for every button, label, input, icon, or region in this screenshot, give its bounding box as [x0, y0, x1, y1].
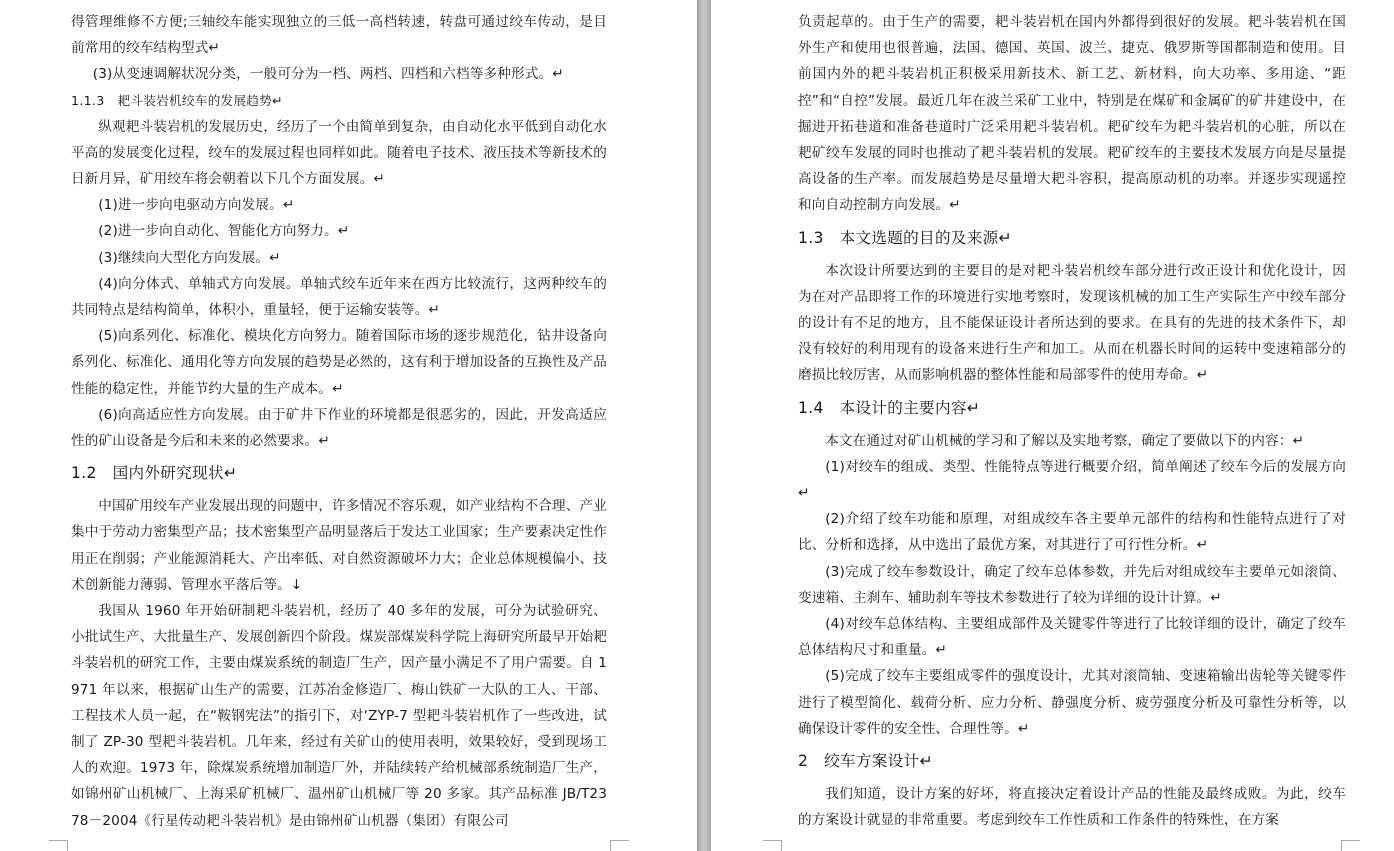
- heading-1-1-3: 1.1.3 耙斗装岩机绞车的发展趋势↵: [71, 92, 284, 108]
- heading-1-4: 1.4 本设计的主要内容↵: [798, 398, 981, 417]
- paragraph: 得管理维修不方便;三轴绞车能实现独立的三低一高档转速，转盘可通过绞车传动，是目前常用的绞车结构型式↵: [71, 14, 607, 57]
- page-content: [71, 9, 607, 834]
- heading-1-2: 1.2 国内外研究现状↵: [71, 464, 238, 483]
- paragraph: 本次设计所要达到的主要目的是对耙斗装岩机绞车部分进行改正设计和优化设计，因为在对产品即将工作的环境进行实地考察时，发现该机械的加工生产实际生产中绞车部分的设计有不足的地方，且不能保证设计者所达到的要求。在具有的先进的技术条件下，却没有较好的利用现有的设备来进行生产和加工。从而在机器长时间的运转中变速箱部分的磨损比较厉害，从而影响机器的整体性能和局部零件的使用寿命。↵: [798, 262, 1346, 384]
- paragraph: 纵观耙斗装岩机的发展历史，经历了一个由简单到复杂，由自动化水平低到自动化水平高的发展变化过程，绞车的发展过程也同样如此。随着电子技术、液压技术等新技术的日新月异，矿用绞车将会朝着以下几个方面发展。↵: [71, 118, 608, 188]
- page-gutter: [697, 0, 711, 851]
- list-item: (1)对绞车的组成、类型、性能特点等进行概要介绍，简单阐述了绞车今后的发展方向↵: [798, 458, 1346, 502]
- crop-mark: [49, 840, 68, 851]
- crop-mark: [763, 840, 782, 851]
- paragraph: 我们知道，设计方案的好坏，将直接决定着设计产品的性能及最终成败。为此，绞车的方案设计就显的非常重要。考虑到绞车工作性质和工作条件的特殊性，在方案: [798, 786, 1346, 829]
- paragraph: 负责起草的。由于生产的需要，耙斗装岩机在国内外都得到很好的发展。耙斗装岩机在国外生产和使用也很普遍，法国、德国、英国、波兰、捷克、俄罗斯等国都制造和使用。目前国内外的耙斗装岩机正积极采用新技术、新工艺、新材料，向大功率、多用途、“距控”和“自控”发展。最近几年在波兰采矿工业中，特别是在煤矿和金属矿的矿井建设中，在掘进开拓巷道和准备巷道时广泛采用耙斗装岩机。耙矿绞车为耙斗装岩机的心脏，所以在耙矿绞车发展的同时也推动了耙斗装岩机的发展。耙矿绞车的主要技术发展方向是尽量提高设备的生产率。而发展趋势是尽量增大耙斗容积，提高原动机的功率。并逐步实现遥控和向自动控制方向发展。↵: [798, 14, 1346, 214]
- heading-1-3: 1.3 本文选题的目的及来源↵: [798, 228, 1012, 247]
- list-item: (3)从变速调解状况分类，一般可分为一档、两档、四档和六档等多种形式。↵: [92, 66, 564, 83]
- list-item: (2)进一步向自动化、智能化方向努力。↵: [98, 223, 350, 240]
- crop-mark: [1341, 840, 1360, 851]
- paragraph: 我国从 1960 年开始研制耙斗装岩机，经历了 40 多年的发展，可分为试验研究、小批试生产、大批量生产、发展创新四个阶段。煤炭部煤炭科学院上海研究所最早开始耙斗装岩机的研究工作，主要由煤炭系统的制造厂生产，因产量小满足不了用户需要。自 1971 年以来，根据矿山生产的需要，江苏冶金修造厂、梅山铁矿一大队的工人、干部、工程技术人员一起，在“鞍钢宪法”的指引下，对‘ZYP-7 型耙斗装岩机作了一些改进，试制了 ZP-30 型耙斗装岩机。几年来，经过有关矿山的使用表明，效果较好，受到现场工人的欢迎。1973 年，除煤炭系统增加制造厂外，并陆续转产给机械部系统制造厂生产，如锦州矿山机械厂、上海采矿机械厂、温州矿山机械厂等 20 多家。其产品标准 JB/T2378－2004《行星传动耙斗装岩机》是由锦州矿山机器（集团）有限公司: [71, 603, 608, 829]
- list-item: (3)继续向大型化方向发展。↵: [98, 249, 281, 266]
- list-item: (3)完成了绞车参数设计，确定了绞车总体参数，并先后对组成绞车主要单元如滚筒、变速箱、主刹车、辅助刹车等技术参数进行了较为详细的设计计算。↵: [798, 563, 1346, 606]
- list-item: (2)介绍了绞车功能和原理，对组成绞车各主要单元部件的结构和性能特点进行了对比、分析和选择，从中选出了最优方案，对其进行了可行性分析。↵: [798, 511, 1346, 554]
- list-item: (5)完成了绞车主要组成零件的强度设计，尤其对滚筒轴、变速箱输出齿轮等关键零件进行了模型简化、载荷分析、应力分析、静强度分析、疲劳强度分析及可靠性分析等，以确保设计零件的安全性、合理性等。↵: [798, 668, 1346, 737]
- document-page-right: [711, 0, 1394, 851]
- list-item: (6)向高适应性方向发展。由于矿井下作业的环境都是很恶劣的，因此，开发高适应性的矿山设备是今后和未来的必然要求。↵: [71, 406, 607, 450]
- list-item: (4)对绞车总体结构、主要组成部件及关键零件等进行了比较详细的设计，确定了绞车总体结构尺寸和重量。↵: [798, 616, 1346, 659]
- list-item: (1)进一步向电驱动方向发展。↵: [98, 197, 295, 214]
- heading-2: 2 绞车方案设计↵: [798, 752, 933, 771]
- crop-mark: [610, 840, 629, 851]
- paragraph: 本文在通过对矿山机械的学习和了解以及实地考察，确定了要做以下的内容：↵: [825, 432, 1305, 449]
- paragraph: 中国矿用绞车产业发展出现的问题中，许多情况不容乐观，如产业结构不合理、产业集中于劳动力密集型产品；技术密集型产品明显落后于发达工业国家；生产要素决定性作用正在削弱；产业能源消耗大、产出率低、对自然资源破坏力大；企业总体规模偏小、技术创新能力薄弱、管理水平落后等。↓: [71, 498, 608, 593]
- page-content: [798, 9, 1346, 833]
- list-item: (5)向系列化、标准化、模块化方向努力。随着国际市场的逐步规范化，钻井设备向系列化、标准化、通用化等方向发展的趋势是必然的，这有利于增加设备的互换性及产品性能的稳定性，并能节约大量的生产成本。↵: [71, 328, 608, 397]
- list-item: (4)向分体式、单轴式方向发展。单轴式绞车近年来在西方比较流行，这两种绞车的共同特点是结构简单，体积小，重量轻，便于运输安装等。↵: [71, 275, 607, 319]
